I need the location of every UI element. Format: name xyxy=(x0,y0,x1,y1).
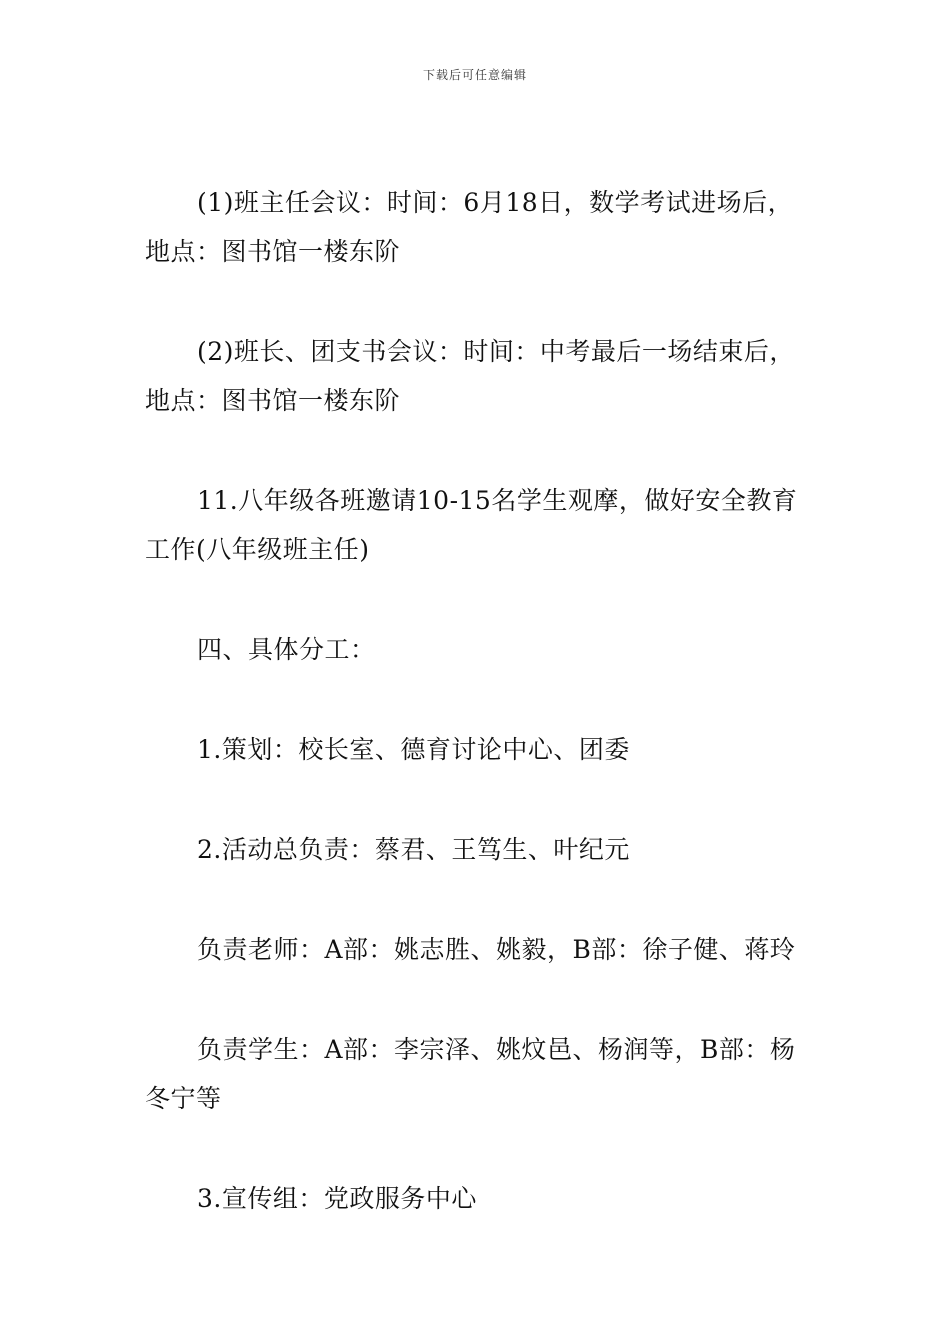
paragraph-activity-lead: 2.活动总负责：蔡君、王笃生、叶纪元 xyxy=(197,835,630,864)
page-header: 下载后可任意编辑 xyxy=(422,68,527,82)
paragraph-monitor-meeting: (2)班长、团支书会议：时间：中考最后一场结束后，地点：图书馆一楼东阶 xyxy=(145,337,795,415)
section-heading-division: 四、具体分工： xyxy=(197,635,376,664)
paragraph-publicity-group: 3.宣传组：党政服务中心 xyxy=(197,1184,477,1213)
paragraph-planning: 1.策划：校长室、德育讨论中心、团委 xyxy=(197,735,630,764)
paragraph-responsible-students: 负责学生：A部：李宗泽、姚炆邑、杨润等，B部：杨冬宁等 xyxy=(145,1035,796,1113)
paragraph-responsible-teachers: 负责老师：A部：姚志胜、姚毅，B部：徐子健、蒋玲 xyxy=(197,935,796,964)
paragraph-grade8-observation: 11.八年级各班邀请10-15名学生观摩，做好安全教育工作(八年级班主任) xyxy=(145,486,798,564)
paragraph-head-teacher-meeting: (1)班主任会议：时间：6月18日，数学考试进场后，地点：图书馆一楼东阶 xyxy=(145,188,794,266)
document-body xyxy=(145,178,810,1274)
